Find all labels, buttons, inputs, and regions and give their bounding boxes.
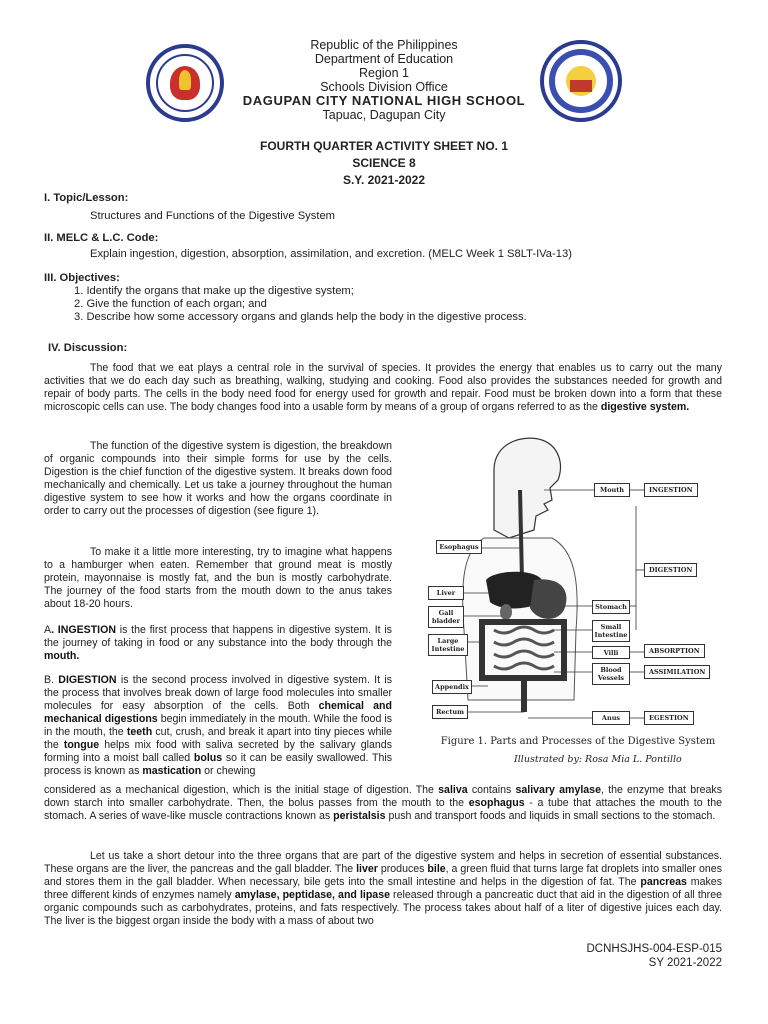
term-mouth: mouth. xyxy=(44,650,80,662)
school-name: DAGUPAN CITY NATIONAL HIGH SCHOOL xyxy=(242,93,526,108)
label-liver: Liver xyxy=(428,586,464,600)
term-digestion: DIGESTION xyxy=(58,674,117,686)
digestion-text: so it can be easily swallowed. This process is known as xyxy=(44,752,392,777)
figure-credit: Illustrated by: Rosa Mia L. Pontillo xyxy=(514,754,682,765)
title-school-year: S.Y. 2021-2022 xyxy=(342,173,426,187)
objectives-list xyxy=(44,285,527,324)
process-assimilation: ASSIMILATION xyxy=(644,665,710,679)
label-rectum: Rectum xyxy=(432,705,468,719)
discussion-heading: IV. Discussion: xyxy=(48,342,128,354)
label-blood-vessels: Blood Vessels xyxy=(592,663,630,685)
objectives-heading: III. Objectives: xyxy=(44,272,120,284)
digestion-text: cut, crush, and break it apart into tiny pieces while the xyxy=(44,726,393,751)
digestive-system-figure xyxy=(424,430,732,765)
discussion-paragraph-1 xyxy=(44,362,722,414)
term-pancreas: pancreas xyxy=(640,876,687,888)
digestion-text: begin immediately in the mouth. While the food is in the mouth, the xyxy=(44,713,392,738)
document-title xyxy=(0,138,768,189)
letterhead xyxy=(0,38,768,122)
continuation-text: , the enzyme that breaks down starch into smaller carbohydrate. Then, the bolus passes from the mouth to the xyxy=(44,784,722,809)
paragraph-text: Let us take a short detour into the three organs that are part of the digestive system and helps in secretion of essential substances. These organs are the liver, the pancreas and the gall bladder. The xyxy=(44,850,722,875)
continuation-text: - a tube that attaches the mouth to the stomach. A series of wave-like muscle contractions known as xyxy=(44,797,722,822)
term-mastication: mastication xyxy=(142,765,202,777)
paragraph-text: , a green fluid that turns large fat droplets into smaller ones and stores them in the gall bladder. When necessary, bile gets into the small intestine and helps in the digestion of fat. The xyxy=(44,863,722,888)
paragraph-text: The food that we eat plays a central role in the survival of species. It provides the energy that enables us to carry out the many activities that we do each day such as breathing, walking, studying and cooking. Food also provides the substances needed for growth and repair of body parts. The cells in the body need food for energy used for growth and repair. Food must be broken down into a form that these microscopic cells can use. The body changes food into a usable form by means of a group of organs referred to as the xyxy=(44,362,722,413)
label-anus: Anus xyxy=(592,711,630,725)
melc-heading: II. MELC & L.C. Code: xyxy=(44,232,159,244)
term-digestive-system: digestive system. xyxy=(600,401,690,413)
label-small-intestine: Small Intestine xyxy=(592,620,630,642)
term-peristalsis: peristalsis xyxy=(333,810,386,822)
term-bile: bile xyxy=(427,863,446,875)
label-appendix: Appendix xyxy=(432,680,472,694)
ingestion-text: is the first process that happens in digestive system. It is the journey of taking in food or any substance into the body through the xyxy=(44,624,392,649)
term-teeth: teeth xyxy=(126,726,153,738)
topic-text: Structures and Functions of the Digestive System xyxy=(90,210,335,222)
header-line-department: Department of Education xyxy=(314,52,454,66)
continuation-text: contains xyxy=(467,784,516,796)
document-footer xyxy=(587,942,723,970)
melc-text: Explain ingestion, digestion, absorption, assimilation, and excretion. (MELC Week 1 S8LT-IVa-13) xyxy=(90,248,572,260)
footer-school-year: SY 2021-2022 xyxy=(648,957,722,969)
term-ingestion: . INGESTION xyxy=(51,624,117,636)
label-esophagus: Esophagus xyxy=(436,540,482,554)
discussion-paragraph-3: To make it a little more interesting, try to imagine what happens to a hamburger when eaten. Remember that ground meat is mostly protein, mayonnaise is mostly fat, and the bun is mostly carbohydrate. The journey of the food starts from the mouth down to the anus takes about 18-20 hours. xyxy=(44,546,392,610)
continuation-text: push and transport foods and liquids in small sections to the stomach. xyxy=(385,810,716,822)
header-line-division: Schools Division Office xyxy=(320,80,448,94)
term-chemical-mechanical: chemical and mechanical digestions xyxy=(44,700,392,725)
term-liver: liver xyxy=(356,863,378,875)
term-tongue: tongue xyxy=(63,739,100,751)
label-gall-bladder: Gall bladder xyxy=(428,606,464,628)
process-egestion: EGESTION xyxy=(644,711,694,725)
header-line-region: Region 1 xyxy=(358,66,410,80)
digestion-text: or chewing xyxy=(201,765,256,777)
list-letter-a: A xyxy=(44,624,52,636)
figure-caption: Figure 1. Parts and Processes of the Digestive System xyxy=(440,736,716,747)
digestion-continuation xyxy=(44,784,722,823)
process-ingestion: INGESTION xyxy=(644,483,698,497)
term-bolus: bolus xyxy=(193,752,223,764)
digestion-text: is the second process involved in digestive system. It is the process that involves break down of large food molecules into smaller molecules for easy absorption of the cells. Both xyxy=(44,674,392,712)
ingestion-paragraph xyxy=(44,624,392,663)
section-discussion xyxy=(48,342,127,355)
section-topic xyxy=(44,192,335,223)
objective-item: 2. Give the function of each organ; and xyxy=(74,298,267,310)
section-melc xyxy=(44,232,572,261)
accessory-organs-paragraph xyxy=(44,850,722,928)
paragraph-text: makes three different kinds of enzymes namely xyxy=(44,876,722,901)
process-absorption: ABSORPTION xyxy=(644,644,705,658)
label-large-intestine: Large Intestine xyxy=(428,634,468,656)
digestion-paragraph xyxy=(44,674,392,778)
discussion-paragraph-2: The function of the digestive system is digestion, the breakdown of organic compounds into their simple forms for use by the cells. Digestion is the chief function of the digestive system. It breaks down food mechanically and chemically. Let us take a journey throughout the human digestive system to see how it works and how the organs coordinate in order to carry out the processes of digestion (see figure 1). xyxy=(44,440,392,517)
title-subject: SCIENCE 8 xyxy=(352,156,416,170)
term-esophagus: esophagus xyxy=(468,797,525,809)
paragraph-text: produces xyxy=(377,863,428,875)
school-address: Tapuac, Dagupan City xyxy=(322,108,446,122)
objective-item: 1. Identify the organs that make up the digestive system; xyxy=(74,285,354,297)
process-digestion: DIGESTION xyxy=(644,563,697,577)
continuation-text: considered as a mechanical digestion, which is the initial stage of digestion. The xyxy=(44,784,439,796)
title-activity-sheet: FOURTH QUARTER ACTIVITY SHEET NO. 1 xyxy=(259,139,508,153)
label-villi: Villi xyxy=(592,646,630,659)
topic-heading: I. Topic/Lesson: xyxy=(44,192,129,204)
document-code: DCNHSJHS-004-ESP-015 xyxy=(586,943,722,955)
header-line-republic: Republic of the Philippines xyxy=(310,38,458,52)
digestion-text: helps mix food with saliva secreted by the salivary glands forming into a moist ball called xyxy=(44,739,392,764)
term-salivary-amylase: salivary amylase xyxy=(515,784,601,796)
label-stomach: Stomach xyxy=(592,600,630,614)
objective-item: 3. Describe how some accessory organs and glands help the body in the digestive process. xyxy=(74,311,527,323)
term-saliva: saliva xyxy=(438,784,468,796)
list-letter-b: B. xyxy=(44,674,59,686)
section-objectives xyxy=(44,272,527,324)
label-mouth: Mouth xyxy=(594,483,630,497)
term-enzymes: amylase, peptidase, and lipase xyxy=(234,889,390,901)
paragraph-text: released through a pancreatic duct that aid in the digestion of all three organic compounds such as carbohydrates, proteins, and fats respectively. The process takes about half of a liter of digestive juices each day. The liver is the biggest organ inside the body with a mass of about two xyxy=(44,889,722,927)
